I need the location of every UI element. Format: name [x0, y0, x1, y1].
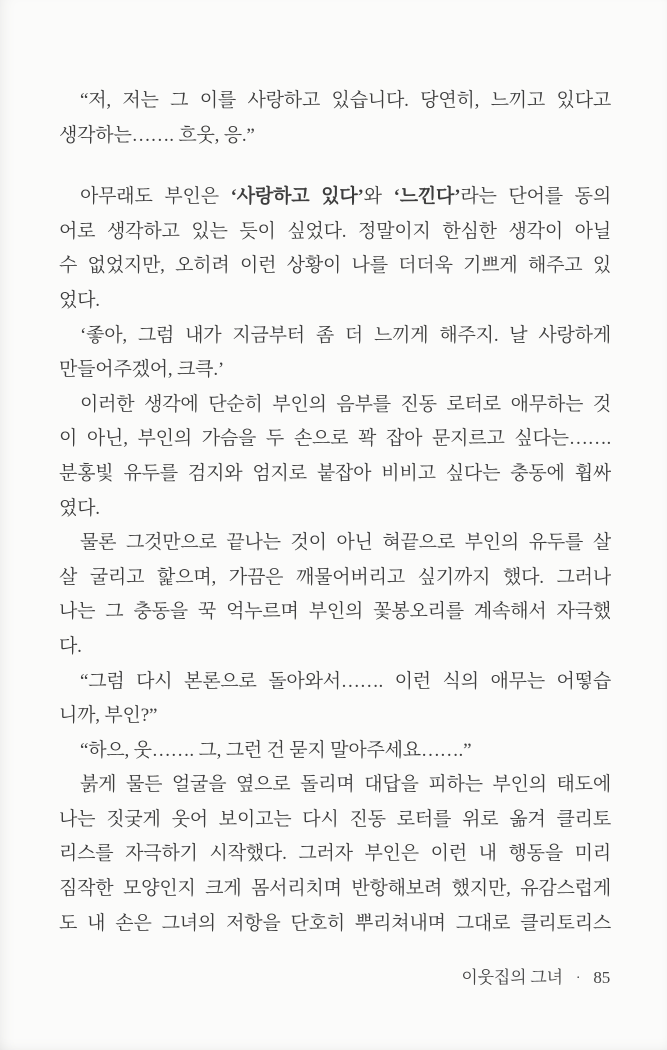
text-run: “하으, 웃……. 그, 그런 건 묻지 말아주세요…….”: [80, 739, 472, 761]
text-run: 라는 단어를 동의: [460, 186, 611, 208]
footer-separator-dot: ·: [575, 971, 581, 986]
text-run: 와: [363, 186, 394, 208]
text-run: 만들어주겠어, 크큭.’: [59, 359, 225, 381]
text-run: 붉게 물든 얼굴을 옆으로 돌리며 대답을 피하는 부인의 태도에: [80, 774, 611, 796]
text-run: 이러한 생각에 단순히 부인의 음부를 진동 로터로 애무하는 것: [80, 393, 611, 415]
text-run: 분홍빛 유두를 검지와 엄지로 붙잡아 비비고 싶다는 충동에 휩싸: [59, 462, 611, 484]
text-line: [59, 119, 611, 154]
text-line: [59, 803, 611, 838]
text-run: 니까, 부인?”: [59, 705, 158, 727]
text-run: 물론 그것만으로 끝나는 것이 아닌 혀끝으로 부인의 유두를 살: [80, 532, 611, 554]
emphasized-text-run: ‘느낀다’: [393, 186, 461, 208]
text-run: 아무래도 부인은: [80, 186, 231, 208]
text-line: [59, 907, 611, 942]
text-run: 다.: [59, 635, 82, 657]
text-run: 나는 그 충동을 꾹 억누르며 부인의 꽃봉오리를 계속해서 자극했: [59, 601, 611, 623]
text-line: [59, 84, 611, 119]
text-run: 였다.: [59, 497, 100, 519]
page-footer: [461, 963, 610, 988]
text-run: “저, 저는 그 이를 사랑하고 있습니다. 당연히, 느끼고 있다고: [80, 90, 611, 111]
text-line: [59, 630, 611, 665]
text-run: 이 아닌, 부인의 가슴을 두 손으로 꽉 잡아 문지르고 싶다는…….: [59, 428, 611, 450]
text-block: [59, 84, 611, 941]
text-run: 었다.: [59, 289, 100, 311]
text-line: [59, 837, 611, 872]
text-run: 도 내 손은 그녀의 저항을 단호히 뿌리쳐내며 그대로 클리토리스: [59, 912, 611, 934]
text-line: [59, 665, 611, 700]
text-run: 생각하는……. 흐웃, 응.”: [59, 124, 255, 146]
text-line: [59, 492, 611, 527]
page-number: 85: [593, 968, 610, 987]
text-line: [59, 457, 611, 492]
text-line: [59, 526, 611, 561]
text-line: [59, 595, 611, 630]
text-line: [59, 180, 611, 215]
emphasized-text-run: ‘사랑하고 있다’: [230, 186, 364, 208]
text-line: [59, 319, 611, 354]
text-line: [59, 215, 611, 250]
text-run: 살 굴리고 핥으며, 가끔은 깨물어버리고 싶기까지 했다. 그러나: [59, 566, 611, 588]
text-run: “그럼 다시 본론으로 돌아와서……. 이런 식의 애무는 어떻습: [80, 670, 611, 692]
text-run: 수 없었지만, 오히려 이런 상황이 나를 더더욱 기쁘게 해주고 있: [59, 255, 611, 277]
text-line: [59, 422, 611, 457]
text-run: 어로 생각하고 있는 듯이 싶었다. 정말이지 한심한 생각이 아닐: [59, 220, 611, 242]
text-line: [59, 734, 611, 769]
text-line: [59, 768, 611, 803]
text-line: [59, 561, 611, 596]
text-line: [59, 699, 611, 734]
text-line: [59, 388, 611, 423]
text-line: [59, 284, 611, 319]
text-line: [59, 353, 611, 388]
text-run: 리스를 자극하기 시작했다. 그러자 부인은 이런 내 행동을 미리: [59, 843, 611, 865]
text-run: 짐작한 모양인지 크게 몸서리치며 반항해보려 했지만, 유감스럽게: [59, 878, 611, 900]
text-line: [59, 872, 611, 907]
text-run: 나는 짓궂게 웃어 보이고는 다시 진동 로터를 위로 옮겨 클리토: [59, 808, 611, 830]
running-title: 이웃집의 그녀: [461, 968, 563, 987]
text-line: [59, 249, 611, 284]
text-run: ‘좋아, 그럼 내가 지금부터 좀 더 느끼게 해주지. 날 사랑하게: [80, 324, 611, 346]
